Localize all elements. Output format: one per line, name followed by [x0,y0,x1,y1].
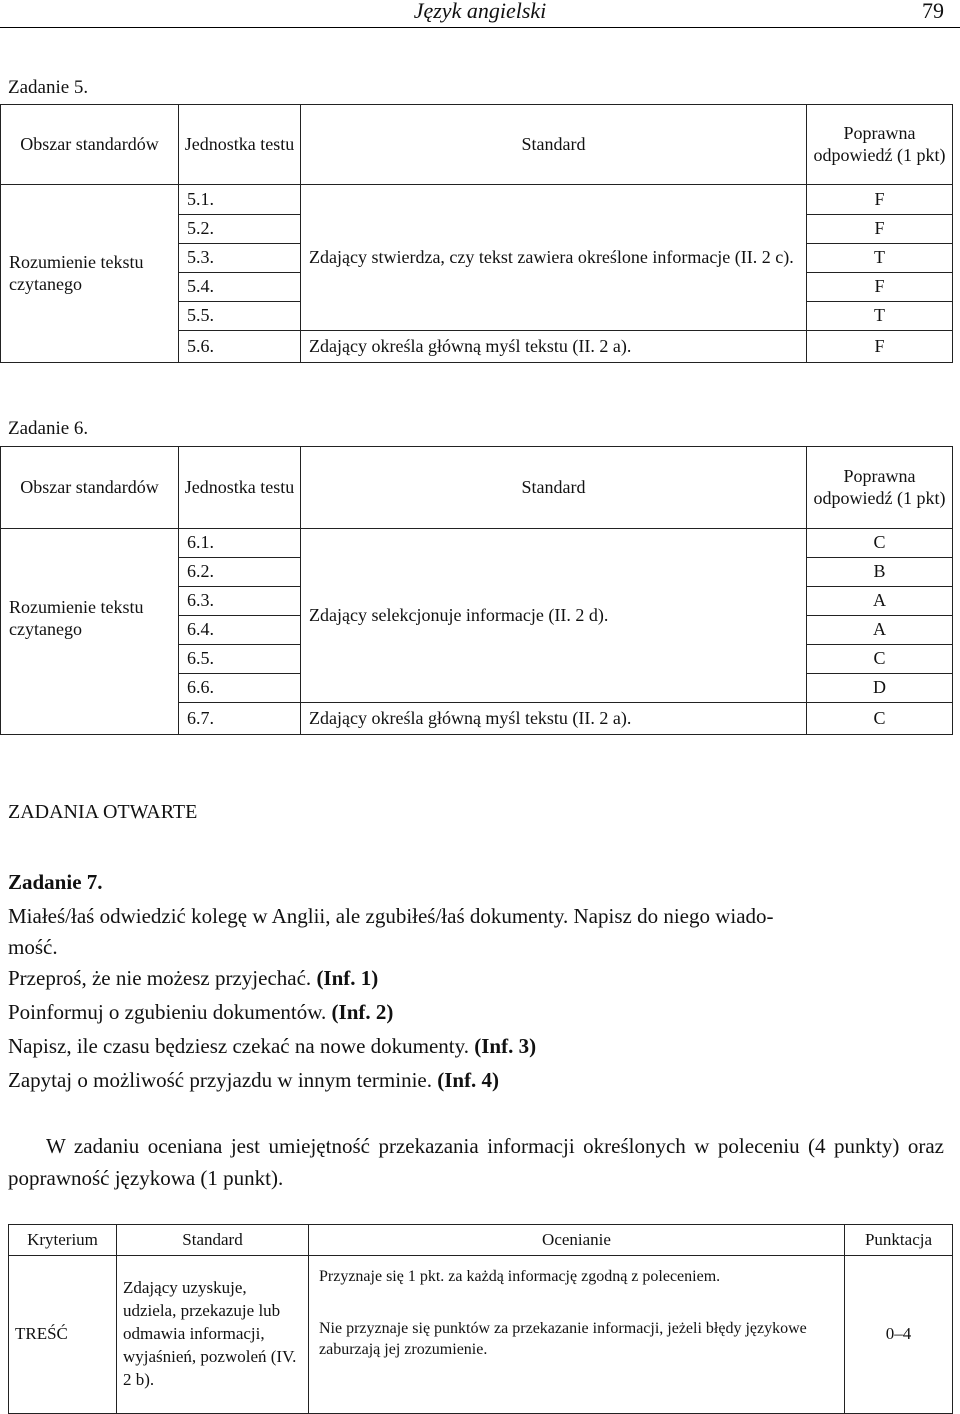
col-header-grading: Ocenianie [309,1225,845,1256]
col-header-standard: Standard [301,105,807,185]
task-5-table [0,104,953,363]
table-row [1,529,953,558]
unit-cell: 5.1. [179,185,301,215]
inf-tag: (Inf. 4) [437,1068,500,1092]
unit-cell: 6.6. [179,674,301,703]
col-header-unit: Jednostka testu [179,447,301,529]
points-cell: 0–4 [845,1256,953,1414]
standard-cell: Zdający określa główną myśl tekstu (II. 2 a). [301,703,807,735]
inf-tag: (Inf. 1) [316,966,379,990]
task-7-instruction-cont: mość. [8,935,58,959]
unit-cell: 6.2. [179,558,301,587]
criterion-cell: TREŚĆ [9,1256,117,1414]
unit-cell: 5.6. [179,331,301,363]
standard-cell: Zdający określa główną myśl tekstu (II. 2 a). [301,331,807,363]
header-rule [0,27,960,28]
answer-cell: F [807,273,953,302]
answer-cell: T [807,244,953,273]
table-header-row [9,1225,953,1256]
col-header-standard: Standard [117,1225,309,1256]
unit-cell: 5.4. [179,273,301,302]
grading-rule-1: Przyznaje się 1 pkt. za każdą informację zgodną z poleceniem. [319,1268,721,1285]
criteria-table [8,1224,953,1414]
standard-cell: Zdający stwierdza, czy tekst zawiera określone informacje (II. 2 c). [301,185,807,331]
table-header-row [1,105,953,185]
inf-tag: (Inf. 3) [474,1034,537,1058]
col-header-area: Obszar standardów [1,447,179,529]
answer-cell: T [807,302,953,331]
answer-cell: C [807,703,953,735]
task-7-instruction: Miałeś/łaś odwiedzić kolegę w Anglii, ale zgubiłeś/łaś dokumenty. Napisz do niego wiado- [8,904,774,928]
col-header-answer: Poprawna odpowiedź (1 pkt) [807,447,953,529]
task-7-title: Zadanie 7. [8,870,103,894]
unit-cell: 6.4. [179,616,301,645]
answer-cell: F [807,185,953,215]
unit-cell: 5.3. [179,244,301,273]
table-header-row [1,447,953,529]
inf-tag: (Inf. 2) [331,1000,394,1024]
answer-cell: D [807,674,953,703]
standard-cell: Zdający uzyskuje, udziela, przekazuje lub odmawia informacji, wyjaśnień, pozwoleń (IV. 2 b). [117,1256,309,1414]
answer-cell: F [807,331,953,363]
task-6-table [0,446,953,735]
unit-cell: 5.2. [179,215,301,244]
answer-cell: B [807,558,953,587]
task-7-item-2: Poinformuj o zgubieniu dokumentów. (Inf. 2) [8,1000,394,1024]
unit-cell: 5.5. [179,302,301,331]
area-cell: Rozumienie tekstu czytanego [1,185,179,363]
task-7-item-3: Napisz, ile czasu będziesz czekać na nowe dokumenty. (Inf. 3) [8,1034,537,1058]
page-number: 79 [922,0,944,23]
page-header-title: Język angielski [413,0,547,23]
grading-rule-2: Nie przyznaje się punktów za przekazanie informacji, jeżeli błędy językowe zaburzają jej zrozumienie. [319,1319,807,1359]
area-cell: Rozumienie tekstu czytanego [1,529,179,735]
scoring-paragraph: W zadaniu oceniana jest umiejętność przekazania informacji określonych w poleceniu (4 punkty) oraz poprawność językowa (1 punkt). [8,1134,944,1190]
unit-cell: 6.7. [179,703,301,735]
answer-cell: C [807,645,953,674]
col-header-area: Obszar standardów [1,105,179,185]
task-5-label: Zadanie 5. [8,77,89,98]
task-6-label: Zadanie 6. [8,418,89,439]
answer-cell: F [807,215,953,244]
table-row [9,1256,953,1414]
section-heading: ZADANIA OTWARTE [8,801,198,823]
answer-cell: A [807,616,953,645]
answer-cell: C [807,529,953,558]
col-header-points: Punktacja [845,1225,953,1256]
unit-cell: 6.3. [179,587,301,616]
table-row [1,185,953,215]
col-header-standard: Standard [301,447,807,529]
unit-cell: 6.1. [179,529,301,558]
standard-cell: Zdający selekcjonuje informacje (II. 2 d). [301,529,807,703]
grading-cell [309,1256,845,1414]
answer-cell: A [807,587,953,616]
unit-cell: 6.5. [179,645,301,674]
col-header-unit: Jednostka testu [179,105,301,185]
task-7-item-4: Zapytaj o możliwość przyjazdu w innym terminie. (Inf. 4) [8,1068,500,1092]
col-header-answer: Poprawna odpowiedź (1 pkt) [807,105,953,185]
task-7-item-1: Przeproś, że nie możesz przyjechać. (Inf. 1) [8,966,379,990]
col-header-criterion: Kryterium [9,1225,117,1256]
